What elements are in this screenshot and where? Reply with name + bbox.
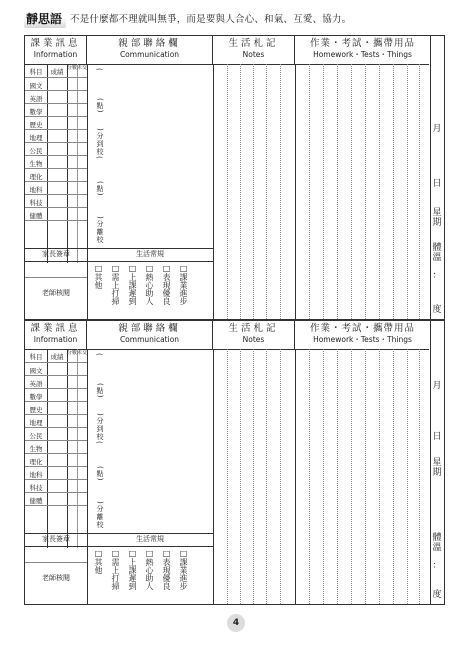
banner-quote: 不是什麼都不理就叫無爭，而是要與人合心、和氣、互愛、協力。	[70, 14, 352, 25]
homework-header: 作業・考試・攜帶用品 Homework・Tests・Things	[295, 36, 431, 64]
life-item[interactable]: □課業進步	[179, 549, 188, 590]
reviewed-header: 分數未交	[67, 65, 88, 71]
life-item[interactable]: □表現優良	[162, 549, 171, 590]
subject-header: 科目	[29, 68, 43, 76]
subject-item: 國文	[29, 367, 43, 375]
subject-item: 歷史	[29, 406, 43, 414]
comm-leave: )分離校	[96, 501, 104, 529]
notes-header: 生活札記 Notes	[213, 321, 295, 349]
life-item[interactable]: □熱心助人	[145, 549, 154, 590]
comm-time-2: (點)	[96, 181, 104, 197]
homework-header: 作業・考試・攜帶用品 Homework・Tests・Things	[295, 321, 431, 349]
teacher-check-label: 老師核閱	[42, 289, 70, 297]
week-block-2	[24, 320, 445, 605]
subject-item: 數學	[29, 108, 43, 116]
temp-label: 體溫	[432, 243, 442, 263]
life-item[interactable]: □表現優良	[162, 264, 171, 305]
comm-open-1: (	[95, 353, 103, 357]
life-item[interactable]: □其他	[94, 264, 103, 289]
parent-sign-label: 家長簽章	[42, 535, 70, 543]
subject-item: 生物	[29, 445, 43, 453]
life-rules-title: 生活常規	[136, 535, 164, 543]
date-column	[430, 321, 444, 604]
subject-item: 健體	[29, 212, 43, 220]
subject-item: 健體	[29, 497, 43, 505]
life-item[interactable]: □需上打掃	[111, 264, 120, 305]
degree-label: 度	[432, 590, 442, 600]
comm-time-1: (點)	[96, 98, 104, 114]
temp-label: 體溫	[432, 533, 442, 553]
banner-title: 靜思語	[24, 9, 66, 28]
comm-open-1: (	[95, 68, 103, 72]
comm-arrive: )分到校	[96, 128, 104, 156]
comm-header: 親部聯絡欄 Communication	[87, 321, 213, 349]
course-header: 課業訊息 Information	[25, 36, 87, 64]
reviewed-header: 分數未交	[67, 350, 88, 356]
subject-item: 生物	[29, 160, 43, 168]
comm-open-2: (	[95, 441, 103, 445]
subject-item: 數學	[29, 393, 43, 401]
weekday-label: 星期	[432, 208, 442, 228]
comm-time-1: (點)	[96, 383, 104, 399]
comm-arrive: )分到校	[96, 413, 104, 441]
course-header: 課業訊息 Information	[25, 321, 87, 349]
weekday-label: 星期	[432, 458, 442, 478]
life-item[interactable]: □課業進步	[179, 264, 188, 305]
life-item[interactable]: □上課遲到	[128, 264, 137, 305]
quote-banner	[24, 8, 351, 28]
month-label: 月	[432, 124, 442, 134]
day-label: 日	[432, 179, 442, 189]
month-label: 月	[432, 381, 442, 391]
teacher-check-label: 老師核閱	[42, 574, 70, 582]
degree-label: 度	[432, 305, 442, 315]
page-number: 4	[227, 614, 245, 632]
life-item[interactable]: □上課遲到	[128, 549, 137, 590]
subject-item: 英語	[29, 380, 43, 388]
notes-header: 生活札記 Notes	[213, 36, 295, 64]
parent-sign-label: 家長簽章	[42, 250, 70, 258]
subject-item: 英語	[29, 95, 43, 103]
life-checklist	[93, 264, 188, 305]
subject-item: 地理	[29, 419, 43, 427]
subject-item: 科技	[29, 199, 43, 207]
colon-label: ：	[432, 561, 442, 571]
subject-item: 理化	[29, 458, 43, 466]
grade-header: 成績	[50, 353, 64, 361]
week-block-1	[24, 35, 445, 320]
subject-header: 科目	[29, 353, 43, 361]
subject-item: 公民	[29, 432, 43, 440]
comm-header: 親部聯絡欄 Communication	[87, 36, 213, 64]
life-item[interactable]: □熱心助人	[145, 264, 154, 305]
grade-header: 成績	[50, 68, 64, 76]
comm-leave: )分離校	[96, 216, 104, 244]
subject-item: 歷史	[29, 121, 43, 129]
subject-item: 國文	[29, 82, 43, 90]
day-label: 日	[432, 432, 442, 442]
subject-item: 科技	[29, 484, 43, 492]
subject-item: 理化	[29, 173, 43, 181]
life-item[interactable]: □需上打掃	[111, 549, 120, 590]
subject-item: 地科	[29, 471, 43, 479]
date-column	[430, 36, 444, 319]
colon-label: ：	[432, 271, 442, 281]
comm-open-2: (	[95, 156, 103, 160]
subject-item: 地理	[29, 134, 43, 142]
life-checklist	[93, 549, 188, 590]
life-item[interactable]: □其他	[94, 549, 103, 574]
subject-item: 公民	[29, 147, 43, 155]
subject-item: 地科	[29, 186, 43, 194]
life-rules-title: 生活常規	[136, 250, 164, 258]
comm-time-2: (點)	[96, 466, 104, 482]
